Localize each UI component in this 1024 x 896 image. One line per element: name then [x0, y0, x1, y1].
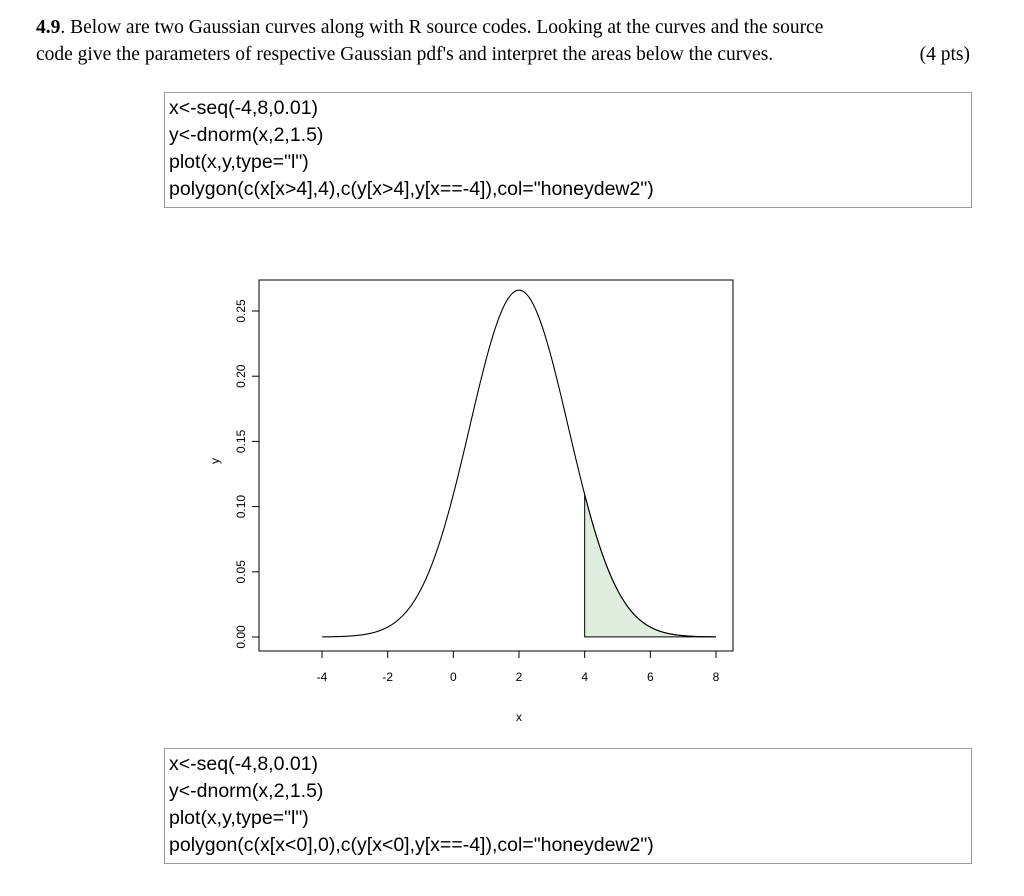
code-line: polygon(c(x[x>4],4),c(y[x>4],y[x==-4]),col="honeydew2") [169, 178, 654, 200]
x-axis-label: x [516, 710, 522, 724]
question-text [36, 14, 970, 68]
plot-frame [259, 280, 733, 651]
code-line: polygon(c(x[x<0],0),c(y[x<0],y[x==-4]),col="honeydew2") [169, 834, 654, 856]
code-block-2 [164, 748, 972, 864]
x-tick-label: 8 [712, 670, 720, 684]
x-tick-label: -2 [382, 670, 394, 684]
x-tick-label: 0 [449, 670, 457, 684]
y-tick-label: 0.00 [234, 625, 248, 649]
question-line-1: . Below are two Gaussian curves along with R source codes. Looking at the curves and the source [60, 17, 824, 38]
y-tick-label: 0.25 [234, 299, 248, 323]
shaded-area [585, 494, 716, 636]
code-block-1 [164, 92, 972, 208]
code-line: y<-dnorm(x,2,1.5) [169, 780, 324, 802]
x-tick-label: 6 [646, 670, 654, 684]
y-axis-label: y [208, 457, 222, 464]
x-tick-label: -4 [316, 670, 328, 684]
code-line: y<-dnorm(x,2,1.5) [169, 124, 324, 146]
y-tick-label: 0.10 [234, 494, 248, 519]
density-curve [322, 290, 716, 637]
gaussian-chart [208, 262, 745, 732]
x-tick-label: 2 [515, 670, 523, 684]
question-line-2: code give the parameters of respective Gaussian pdf's and interpret the areas below the curves. [36, 44, 774, 65]
y-tick-label: 0.15 [234, 429, 248, 454]
y-tick-label: 0.20 [234, 364, 248, 388]
y-tick-label: 0.05 [234, 560, 248, 584]
code-line: x<-seq(-4,8,0.01) [169, 97, 319, 119]
code-line: plot(x,y,type="l") [169, 151, 309, 173]
x-tick-label: 4 [581, 670, 589, 684]
code-line: x<-seq(-4,8,0.01) [169, 753, 319, 775]
question-points: (4 pts) [919, 44, 970, 65]
code-line: plot(x,y,type="l") [169, 807, 309, 829]
question-number: 4.9 [36, 17, 61, 38]
